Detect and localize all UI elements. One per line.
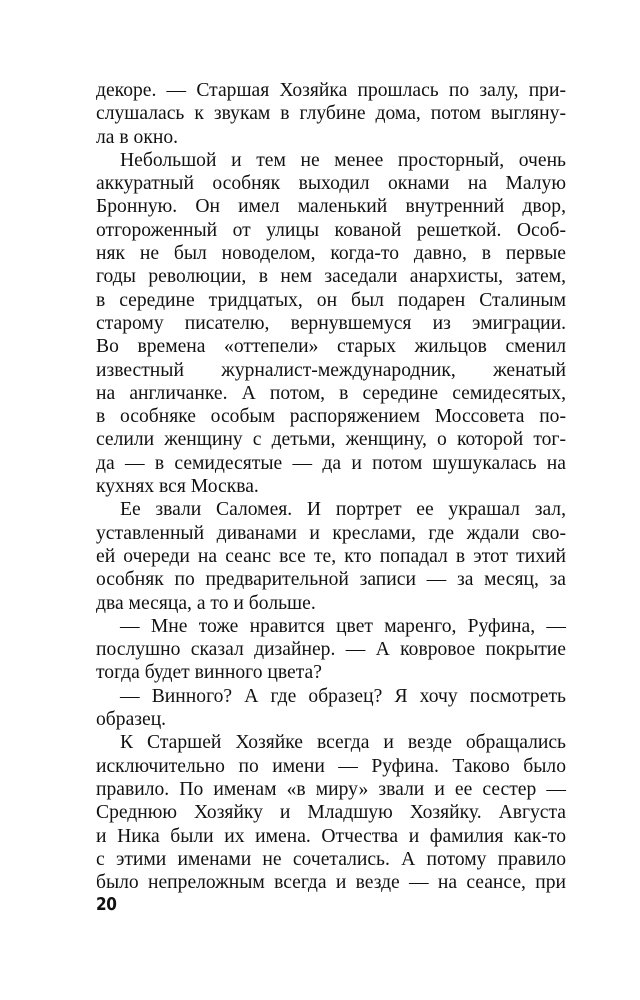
text-line: было непреложным всегда и везде — на сеансе, при bbox=[96, 872, 566, 894]
text-line: К Старшей Хозяйке всегда и везде обращались bbox=[120, 732, 566, 754]
text-line: образец. bbox=[96, 709, 167, 731]
text-line: кухнях вся Москва. bbox=[96, 476, 259, 498]
text-line: декоре. — Старшая Хозяйка прошлась по залу, при- bbox=[96, 80, 566, 101]
text-line: правило. По именам «в миру» звали и ее сестер — bbox=[96, 778, 566, 800]
text-line: известный журналист-международник, женатый bbox=[96, 359, 566, 381]
text-line: годы революции, в нем заседали анархисты, затем, bbox=[96, 266, 566, 288]
text-line: два месяца, а то и больше. bbox=[96, 592, 316, 614]
text-line: старому писателю, вернувшемуся из эмиграции. bbox=[96, 312, 566, 334]
page-number: 20 bbox=[96, 894, 117, 915]
text-line: тогда будет винного цвета? bbox=[96, 662, 322, 684]
body-text bbox=[96, 79, 566, 894]
text-line: аккуратный особняк выходил окнами на Малую bbox=[96, 173, 566, 195]
text-line: особняк по предварительной записи — за месяц, за bbox=[96, 569, 566, 591]
text-line: селили женщину с детьми, женщину, о которой тог- bbox=[96, 429, 566, 451]
text-line: да — в семидесятые — да и потом шушукалась на bbox=[96, 452, 566, 474]
text-line: уставленный диванами и креслами, где ждали сво- bbox=[96, 522, 566, 544]
text-line: — Мне тоже нравится цвет маренго, Руфина, — bbox=[120, 615, 566, 637]
text-line: с этими именами не сочетались. А потому правило bbox=[96, 848, 566, 870]
text-line: в особняке особым распоряжением Моссовета по- bbox=[96, 406, 566, 428]
text-line: ей очереди на сеанс все те, кто попадал в этот тихий bbox=[96, 545, 566, 567]
text-line: Ее звали Саломея. И портрет ее украшал зал, bbox=[120, 499, 566, 521]
text-line: ла в окно. bbox=[96, 126, 179, 148]
text-line: Среднюю Хозяйку и Младшую Хозяйку. Августа bbox=[96, 802, 566, 824]
text-line: послушно сказал дизайнер. — А ковровое покрытие bbox=[96, 639, 566, 661]
text-line: Во времена «оттепели» старых жильцов сменил bbox=[96, 336, 566, 358]
text-line: и Ника были их имена. Отчества и фамилия как-то bbox=[96, 825, 566, 847]
text-line: Бронную. Он имел маленький внутренний двор, bbox=[96, 196, 566, 218]
text-line: — Винного? А где образец? Я хочу посмотреть bbox=[120, 685, 566, 707]
text-line: слушалась к звукам в глубине дома, потом выгляну- bbox=[96, 103, 566, 125]
text-line: в середине тридцатых, он был подарен Сталиным bbox=[96, 289, 566, 311]
text-line: исключительно по имени — Руфина. Таково было bbox=[96, 755, 566, 777]
text-line: на англичанке. А потом, в середине семидесятых, bbox=[96, 382, 566, 404]
text-line: няк не был новоделом, когда-то давно, в первые bbox=[96, 243, 566, 265]
text-line: Небольшой и тем не менее просторный, очень bbox=[120, 149, 566, 171]
text-line: отгороженный от улицы кованой решеткой. Особ- bbox=[96, 219, 566, 241]
